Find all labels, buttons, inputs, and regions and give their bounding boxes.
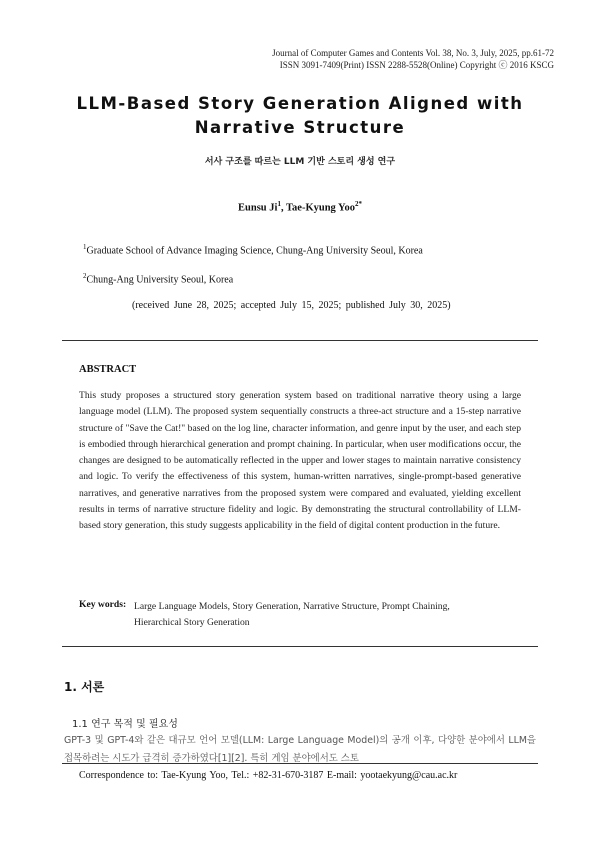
correspondence-note: Correspondence to: Tae-Kyung Yoo, Tel.: +82-31-670-3187 E-mail: yootaekyung@cau.ac.kr	[79, 770, 458, 781]
paper-title	[0, 92, 600, 140]
author-1-affiliation-mark: 1	[277, 200, 281, 208]
affiliation-2-text: Chung-Ang University Seoul, Korea	[86, 274, 234, 286]
keywords-list	[134, 599, 524, 631]
subsection-heading: 1.1 연구 목적 및 필요성	[72, 719, 178, 730]
abstract-heading: ABSTRACT	[79, 364, 137, 375]
korean-title: 서사 구조를 따르는 LLM 기반 스토리 생성 연구	[204, 157, 396, 167]
publication-dates: (received June 28, 2025; accepted July 15, 2025; published July 30, 2025)	[132, 300, 451, 311]
author-list	[0, 200, 600, 214]
footnote-rule	[62, 763, 538, 764]
journal-issn: ISSN 3091-7409(Print) ISSN 2288-5528(Online) Copyright ⓒ 2016 KSCG	[279, 60, 554, 70]
author-separator: ,	[280, 202, 286, 214]
abstract-top-rule	[62, 340, 538, 341]
affiliation-2-mark: 2	[83, 272, 87, 280]
author-2-affiliation-mark: 2*	[354, 200, 362, 208]
intro-paragraph: GPT-3 및 GPT-4와 같은 대규모 언어 모델(LLM: Large Language Model)의 공개 이후, 다양한 분야에서 LLM을 접목하려는 시도가 급격히 증가하였다[1][2]. 특히 게임 분야에서도 스토	[64, 735, 536, 764]
affiliation-1	[83, 243, 423, 256]
keywords-line-1: Large Language Models, Story Generation, Narrative Structure, Prompt Chaining,	[134, 601, 450, 612]
affiliation-1-mark: 1	[83, 243, 87, 251]
abstract-bottom-rule	[62, 646, 538, 647]
title-line-2: Narrative Structure	[194, 118, 406, 137]
journal-citation: Journal of Computer Games and Contents Vol. 38, No. 3, July, 2025, pp.61-72	[272, 48, 554, 58]
affiliation-1-text: Graduate School of Advance Imaging Science, Chung-Ang University Seoul, Korea	[86, 245, 423, 257]
affiliation-2	[83, 272, 233, 285]
abstract-body: This study proposes a structured story generation system based on traditional narrative theory using a large language model (LLM). The proposed system sequentially constructs a three-act structure and a 15-step narrative structure of "Save the Cat!" based on the log line, character information, and genre input by the user, and each step is embodied through hierarchical generation and prompt chaining. In particular, when user modifications occur, the changes are designed to be automatically reflected in the upper and lower stages to maintain narrative consistency and logic. To verify the effectiveness of this system, human-written narratives, single-prompt-based generative narratives, and generative narratives from the proposed system were compared and evaluated, yielding excellent results in terms of narrative structure fidelity and logic. By demonstrating the structural controllability of LLM-based story generation, this study suggests applicability in the field of digital content production in the future.	[79, 390, 521, 532]
section-heading: 1. 서론	[64, 680, 105, 694]
author-1: Eunsu Ji	[238, 202, 278, 214]
keywords-line-2: Hierarchical Story Generation	[134, 617, 250, 628]
author-2: Tae-Kyung Yoo	[286, 202, 355, 214]
title-line-1: LLM-Based Story Generation Aligned with	[76, 94, 524, 113]
keywords-label: Key words:	[79, 599, 127, 610]
journal-header	[272, 47, 554, 71]
